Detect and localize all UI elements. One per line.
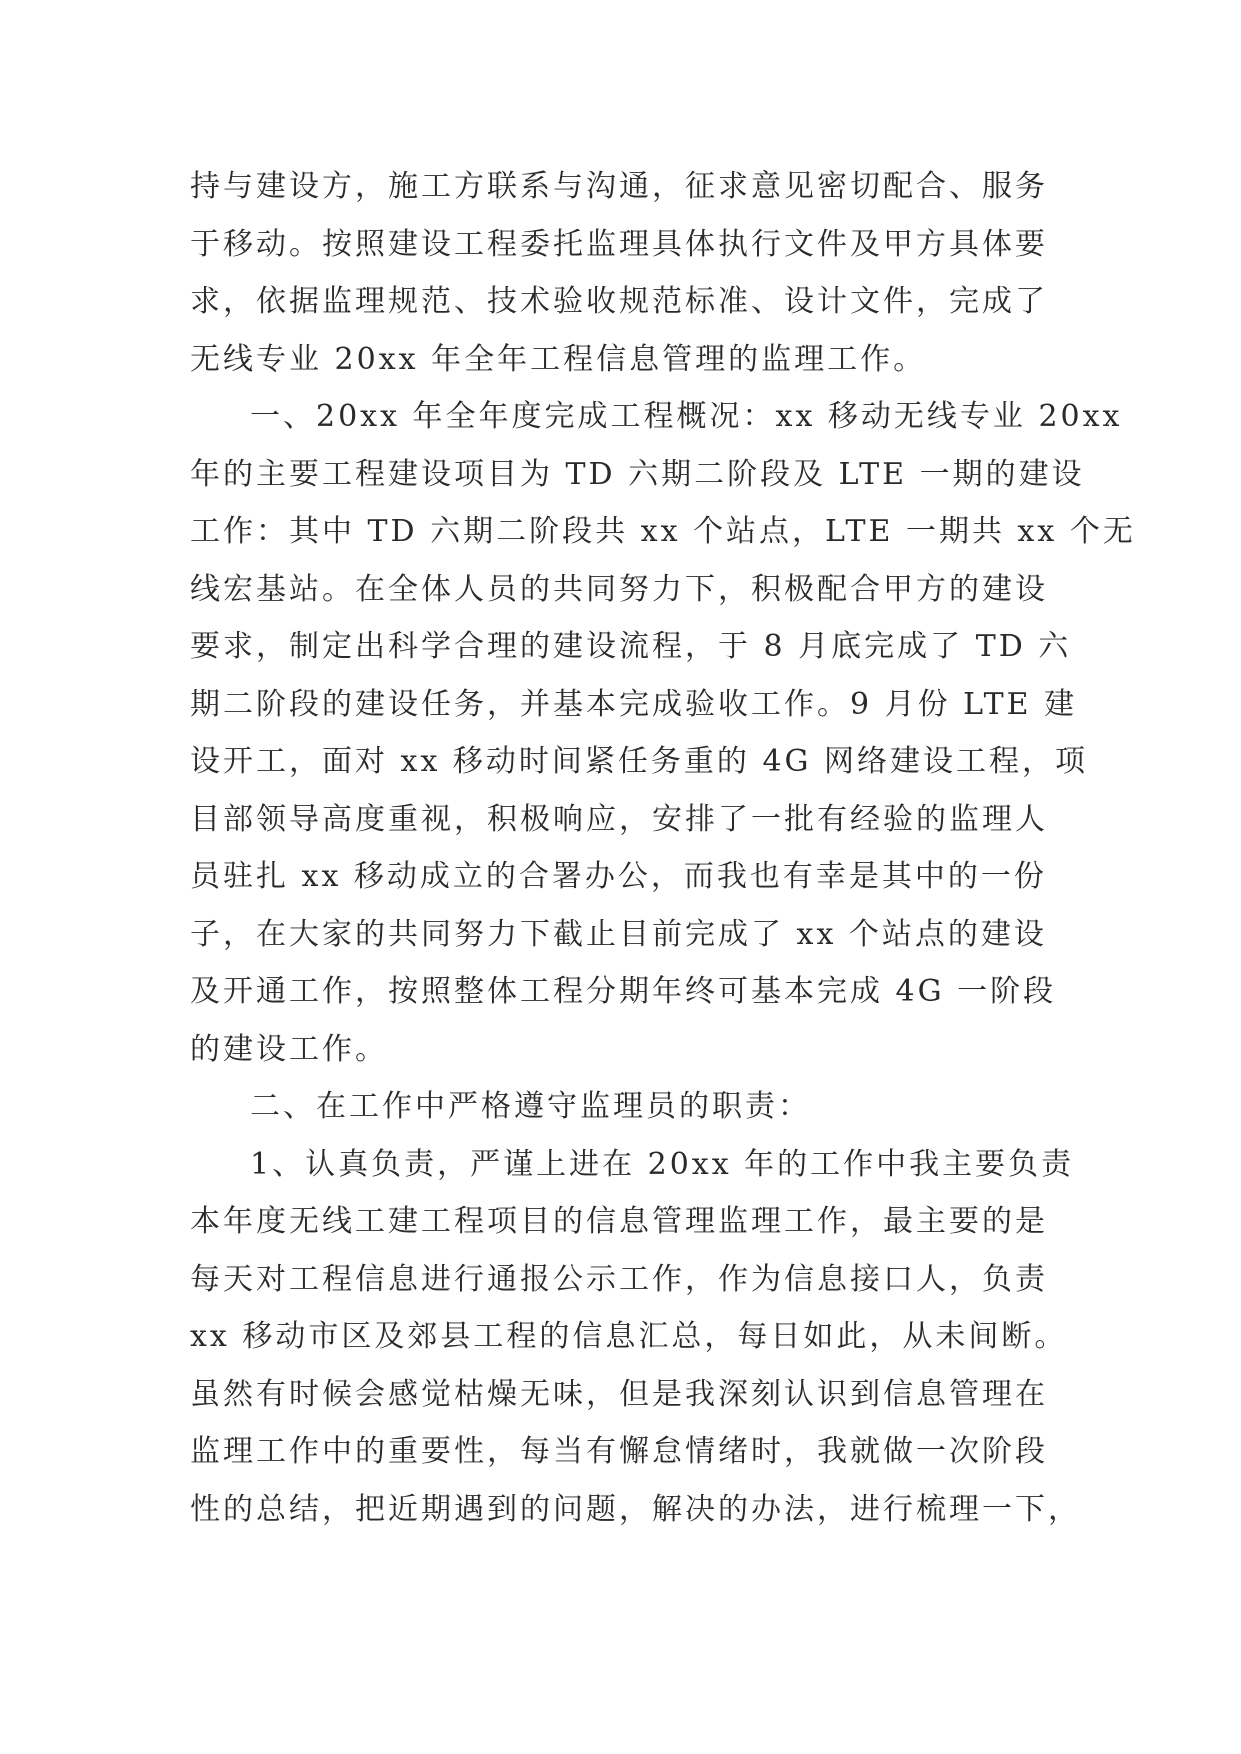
text-line: 年的主要工程建设项目为 TD 六期二阶段及 LTE 一期的建设 [190,456,1085,492]
text-line: 无线专业 20xx 年全年工程信息管理的监理工作。 [190,341,927,377]
text-line: 于移动。按照建设工程委托监理具体执行文件及甲方具体要 [190,226,1048,262]
text-line: 设开工，面对 xx 移动时间紧任务重的 4G 网络建设工程，项 [190,744,1089,779]
text-line: 性的总结，把近期遇到的问题，解决的办法，进行梳理一下， [190,1491,1081,1527]
text-line: 要求，制定出科学合理的建设流程，于 8 月底完成了 TD 六 [190,629,1072,664]
section-heading-2: 二、在工作中严格遵守监理员的职责： [250,1089,811,1124]
text-line: 求，依据监理规范、技术验收规范标准、设计文件，完成了 [190,284,1048,319]
text-line: 持与建设方，施工方联系与沟通，征求意见密切配合、服务 [190,169,1048,204]
text-line: 子，在大家的共同努力下截止目前完成了 xx 个站点的建设 [190,916,1047,952]
document-body [190,158,1136,1538]
text-line: 每天对工程信息进行通报公示工作，作为信息接口人，负责 [190,1261,1048,1297]
text-line: 本年度无线工建工程项目的信息管理监理工作，最主要的是 [190,1204,1048,1239]
text-line: 监理工作中的重要性，每当有懈怠情绪时，我就做一次阶段 [190,1434,1048,1469]
text-line: 的建设工作。 [190,1031,388,1067]
text-line: 及开通工作，按照整体工程分期年终可基本完成 4G 一阶段 [190,974,1057,1009]
text-line: 线宏基站。在全体人员的共同努力下，积极配合甲方的建设 [190,571,1048,607]
section-heading-1: 一、20xx 年全年度完成工程概况：xx 移动无线专业 20xx [250,399,1123,434]
text-line: xx 移动市区及郊县工程的信息汇总，每日如此，从未间断。 [190,1319,1068,1354]
text-line: 员驻扎 xx 移动成立的合署办公，而我也有幸是其中的一份 [190,859,1047,894]
text-line: 目部领导高度重视，积极响应，安排了一批有经验的监理人 [190,801,1048,837]
text-line: 工作：其中 TD 六期二阶段共 xx 个站点，LTE 一期共 xx 个无 [190,514,1136,549]
list-item-1: 1、认真负责，严谨上进在 20xx 年的工作中我主要负责 [250,1146,1075,1182]
text-line: 虽然有时候会感觉枯燥无味，但是我深刻认识到信息管理在 [190,1376,1048,1412]
text-line: 期二阶段的建设任务，并基本完成验收工作。9 月份 LTE 建 [190,686,1078,722]
